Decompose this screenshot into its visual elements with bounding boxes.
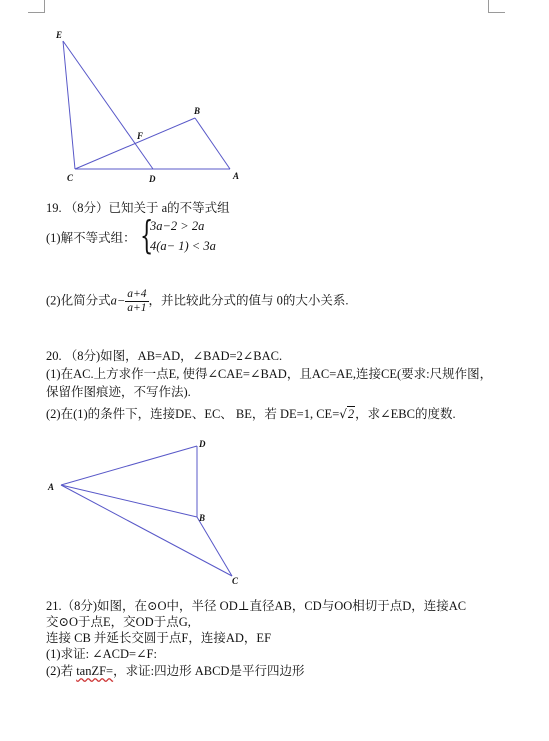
figure-2-diagram — [0, 430, 260, 590]
fraction-denominator: a+1 — [127, 302, 147, 314]
segment-EC — [63, 41, 75, 169]
q20-part2-before: (2)在(1)的条件下，连接DE、EC、 BE，若 DE=1, CE= — [46, 407, 340, 421]
q19-part2-prefix: (2)化简分式 — [46, 293, 111, 308]
q21-line3: 连接 CB 并延长交圆于点F，连接AD，EF — [46, 631, 272, 645]
inequality-1: 3a−2 > 2a — [150, 219, 205, 233]
q20-part1-line1: (1)在AC.上方求作一点E, 使得∠CAE=∠BAD，且AC=AE,连接CE(要求:尺规作图， — [46, 367, 493, 381]
q19-part2 — [46, 288, 349, 315]
point-label-C: C — [232, 576, 239, 586]
fraction — [125, 288, 148, 315]
spellcheck-underlined-text: tanZF= — [76, 664, 114, 678]
q20-stem: 20. （8分)如图，AB=AD，∠BAD=2∠BAC. — [46, 349, 283, 363]
figure-2 — [0, 430, 260, 590]
sqrt-value: 2 — [347, 407, 355, 421]
point-label-B: B — [199, 513, 206, 523]
sqrt-symbol: √ — [339, 407, 347, 421]
segment-AB — [61, 485, 197, 517]
q20-part1-line2: 保留作图痕迹，不写作法). — [46, 385, 191, 399]
fraction-numerator: a+4 — [127, 288, 147, 300]
expr-lead: a− — [110, 293, 126, 308]
q21-line1: 21.（8分)如图，在⊙O中，半径 OD⊥直径AB，CD与OO相切于点D，连接AC — [46, 599, 467, 613]
point-label-D: D — [149, 174, 156, 184]
q19-stem: 19. （8分）已知关于 a的不等式组 — [46, 201, 230, 215]
q20-part2 — [46, 406, 456, 422]
q20-part2-after: ，求∠EBC的度数. — [355, 407, 456, 421]
point-label-A: A — [48, 482, 55, 492]
point-label-D: D — [199, 439, 206, 449]
figure-1 — [0, 0, 260, 190]
q21-line5 — [46, 663, 304, 679]
point-label-F: F — [137, 131, 144, 141]
page-corner-mark-right — [488, 0, 505, 13]
q21-line4: (1)求证: ∠ACD=∠F: — [46, 647, 157, 661]
q21-line5-prefix: (2)若 — [46, 664, 77, 678]
point-label-E: E — [56, 30, 63, 40]
figure-1-diagram — [0, 0, 260, 190]
segment-CB — [75, 118, 195, 169]
q21-line5-suffix: ，求证:四边形 ABCD是平行四边形 — [113, 664, 305, 678]
segment-AC — [61, 485, 232, 576]
q21-line2: 交⊙O于点E，交OD于点G, — [46, 615, 191, 629]
inequality-2: 4(a− 1) < 3a — [150, 239, 216, 253]
segment-BA — [195, 118, 230, 169]
point-label-A: A — [233, 171, 240, 181]
point-label-B: B — [194, 106, 201, 116]
segment-ED — [63, 41, 153, 169]
q19-part1-label: (1)解不等式组： — [46, 231, 136, 245]
brace-symbol: { — [140, 213, 154, 257]
point-label-C: C — [67, 173, 74, 183]
segment-AD — [61, 446, 197, 485]
q19-part2-suffix: ，并比较此分式的值与 0的大小关系. — [148, 293, 349, 308]
